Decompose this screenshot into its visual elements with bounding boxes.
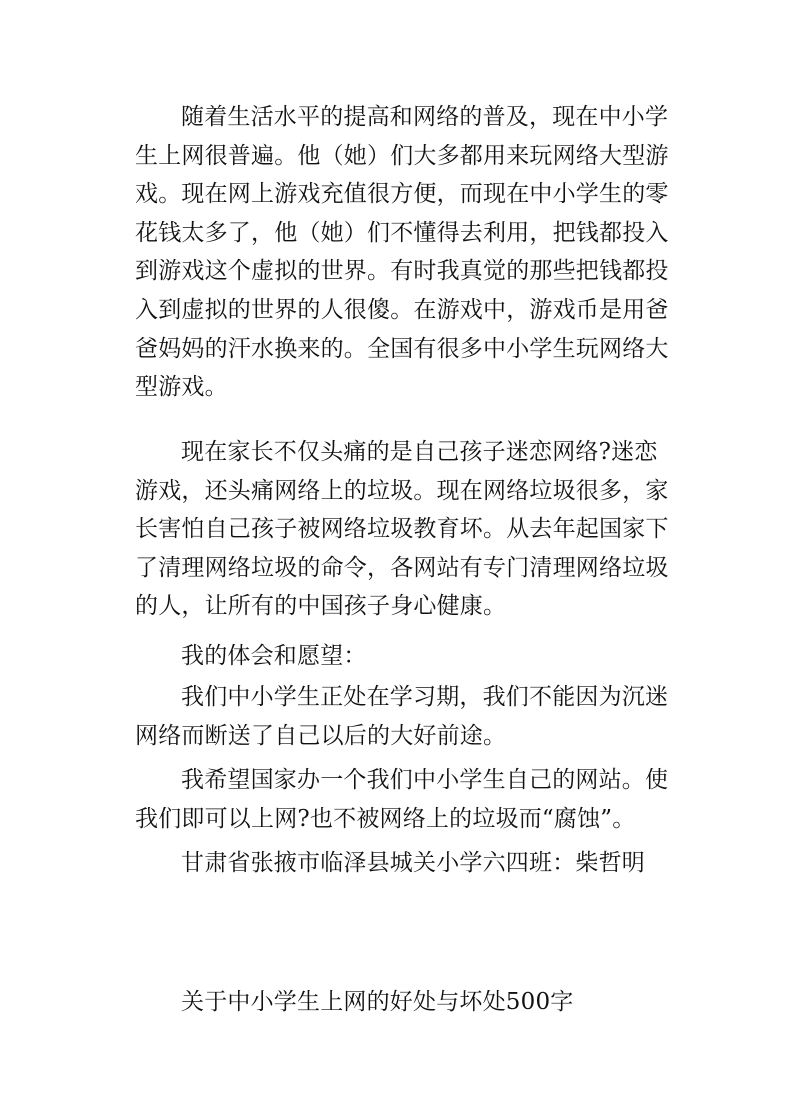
next-article-title: 关于中小学生上网的好处与坏处500字 [181, 989, 574, 1015]
paragraph-website-wish: 我希望国家办一个我们中小学生自己的网站。使我们即可以上网?也不被网络上的垃圾而“腐蚀”。 [135, 767, 669, 832]
paragraph-internet-spread: 随着生活水平的提高和网络的普及，现在中小学生上网很普遍。他（她）们大多都用来玩网络大型游戏。现在网上游戏充值很方便，而现在中小学生的零花钱太多了，他（她）们不懂得去利用，把钱都投入到游戏这个虚拟的世界。有时我真觉的那些把钱都投入到虚拟的世界的人很傻。在游戏中，游戏币是用爸爸妈妈的汗水换来的。全国有很多中小学生玩网络大型游戏。 [135, 104, 669, 401]
paragraph-study-period: 我们中小学生正处在学习期，我们不能因为沉迷网络而断送了自己以后的大好前途。 [135, 684, 669, 749]
paragraph-author-signature: 甘肃省张掖市临泽县城关小学六四班：柴哲明 [181, 850, 645, 876]
paragraph-parents-worry: 现在家长不仅头痛的是自己孩子迷恋网络?迷恋游戏，还头痛网络上的垃圾。现在网络垃圾很多，家长害怕自己孩子被网络垃圾教育坏。从去年起国家下了清理网络垃圾的命令，各网站有专门清理网络垃圾的人，让所有的中国孩子身心健康。 [135, 439, 669, 620]
paragraph-feelings-heading: 我的体会和愿望： [181, 643, 367, 669]
